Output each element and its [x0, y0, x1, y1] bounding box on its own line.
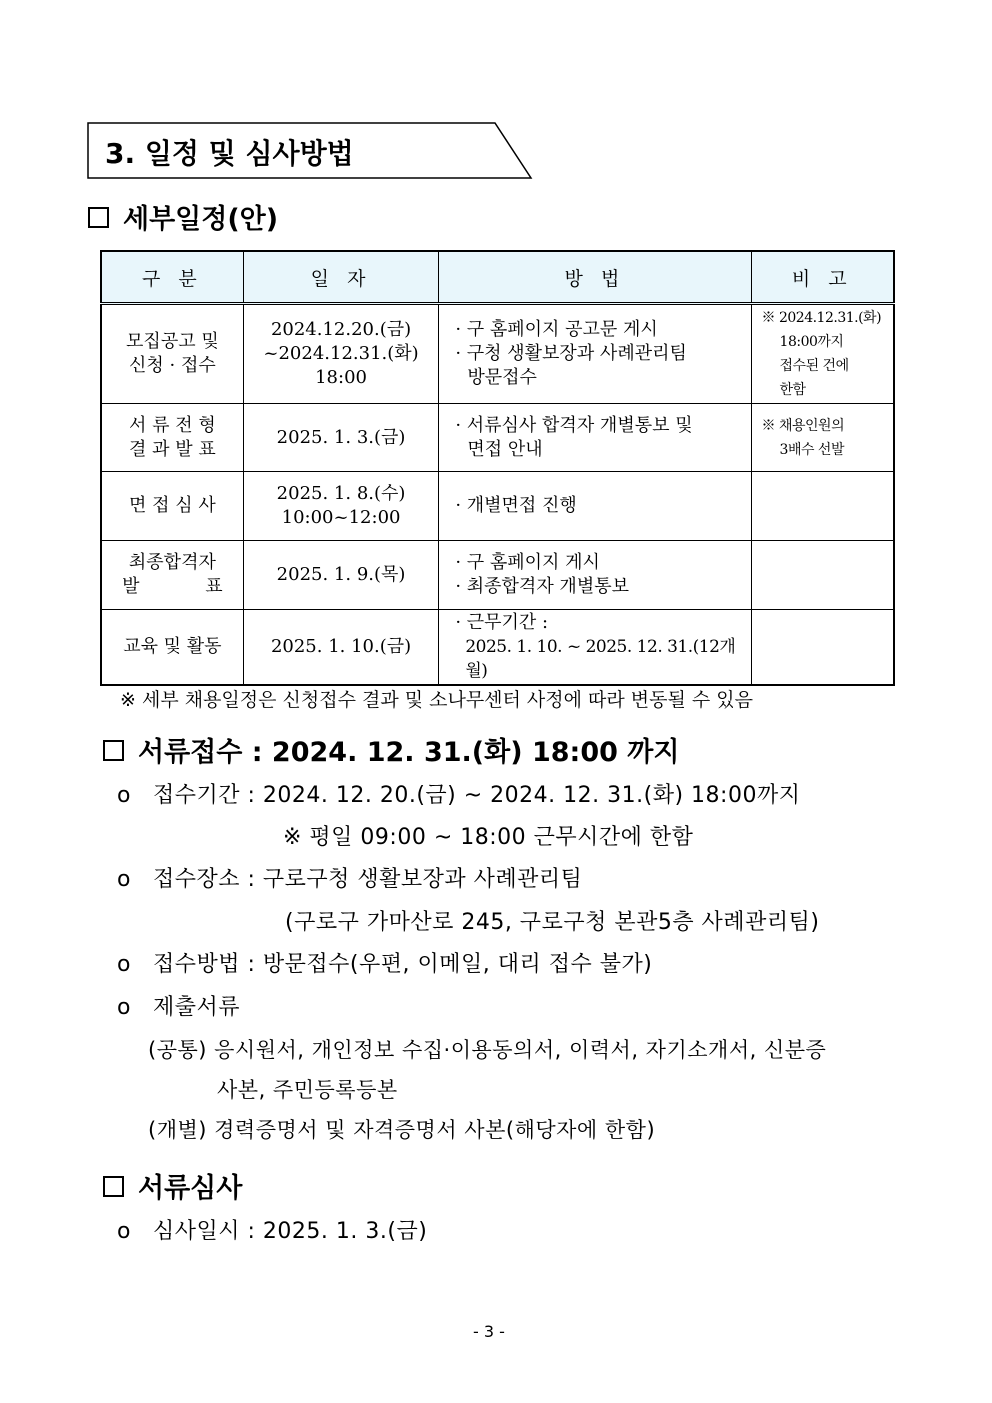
cell-date: 2025. 1. 10.(금)	[243, 610, 439, 686]
subsection-title: 서류심사	[138, 1173, 243, 1204]
subsection-heading-reception	[103, 730, 679, 769]
table-row	[101, 610, 894, 686]
cell-note	[751, 541, 894, 610]
table-row	[101, 472, 894, 541]
cell-method: · 근무기간 : 2025. 1. 10. ~ 2025. 12. 31.(12개월)	[439, 610, 751, 686]
subsection-title: 서류접수 : 2024. 12. 31.(화) 18:00 까지	[138, 737, 680, 768]
cell-method: · 구 홈페이지 공고문 게시 · 구청 생활보장과 사례관리팀 방문접수	[439, 304, 751, 404]
subsection-title: 세부일정(안)	[123, 204, 279, 235]
cell-date: 2025. 1. 3.(금)	[243, 404, 439, 472]
bullet-o-icon: o	[117, 867, 131, 892]
cell-category: 서 류 전 형 결 과 발 표	[101, 404, 243, 472]
cell-category: 모집공고 및 신청 · 접수	[101, 304, 243, 404]
reception-docs: o 제출서류	[117, 995, 241, 1020]
page-number: - 3 -	[473, 1322, 505, 1341]
table-row	[101, 404, 894, 472]
cell-note: ※ 2024.12.31.(화) 18:00까지 접수된 건에 한함	[751, 304, 894, 404]
cell-date: 2024.12.20.(금) ~2024.12.31.(화) 18:00	[243, 304, 439, 404]
header-note: 비 고	[751, 251, 894, 304]
table-row	[101, 304, 894, 404]
cell-note	[751, 472, 894, 541]
schedule-footnote: ※ 세부 채용일정은 신청접수 결과 및 소나무센터 사정에 따라 변동될 수 있음	[120, 689, 753, 711]
cell-method: · 서류심사 합격자 개별통보 및 면접 안내	[439, 404, 751, 472]
cell-note	[751, 610, 894, 686]
review-date: o 심사일시 : 2025. 1. 3.(금)	[117, 1219, 428, 1244]
header-method: 방 법	[439, 251, 751, 304]
checkbox-square-icon	[103, 740, 124, 761]
reception-method: o 접수방법 : 방문접수(우편, 이메일, 대리 접수 불가)	[117, 952, 653, 977]
subsection-heading-review	[103, 1166, 242, 1205]
header-date: 일 자	[243, 251, 439, 304]
subsection-heading-schedule	[88, 197, 278, 236]
checkbox-square-icon	[103, 1176, 124, 1197]
bullet-o-icon: o	[117, 995, 131, 1020]
table-row	[101, 541, 894, 610]
cell-method: · 개별면접 진행	[439, 472, 751, 541]
bullet-o-icon: o	[117, 1219, 131, 1244]
cell-method: · 구 홈페이지 게시 · 최종합격자 개별통보	[439, 541, 751, 610]
reception-period-note: ※ 평일 09:00 ~ 18:00 근무시간에 한함	[283, 825, 694, 850]
reception-period: o 접수기간 : 2024. 12. 20.(금) ~ 2024. 12. 31.(화) 18:00까지	[117, 783, 801, 808]
cell-note: ※ 채용인원의 3배수 선발	[751, 404, 894, 472]
section-header-tab	[87, 122, 533, 179]
cell-date: 2025. 1. 9.(목)	[243, 541, 439, 610]
docs-common-line2: 사본, 주민등록등본	[217, 1078, 398, 1102]
cell-date: 2025. 1. 8.(수) 10:00~12:00	[243, 472, 439, 541]
bullet-o-icon: o	[117, 783, 131, 808]
checkbox-square-icon	[88, 207, 109, 228]
docs-common-line1: (공통) 응시원서, 개인정보 수집·이용동의서, 이력서, 자기소개서, 신분증	[148, 1038, 827, 1062]
section-title: 3. 일정 및 심사방법	[105, 137, 354, 170]
header-category: 구 분	[101, 251, 243, 304]
schedule-table	[100, 250, 895, 686]
cell-category: 최종합격자 발 표	[101, 541, 243, 610]
bullet-o-icon: o	[117, 952, 131, 977]
cell-category: 교육 및 활동	[101, 610, 243, 686]
table-header-row	[101, 251, 894, 304]
cell-category: 면 접 심 사	[101, 472, 243, 541]
reception-place: o 접수장소 : 구로구청 생활보장과 사례관리팀	[117, 867, 583, 892]
docs-individual: (개별) 경력증명서 및 자격증명서 사본(해당자에 한함)	[148, 1118, 656, 1142]
reception-address: (구로구 가마산로 245, 구로구청 본관5층 사례관리팀)	[285, 910, 820, 935]
